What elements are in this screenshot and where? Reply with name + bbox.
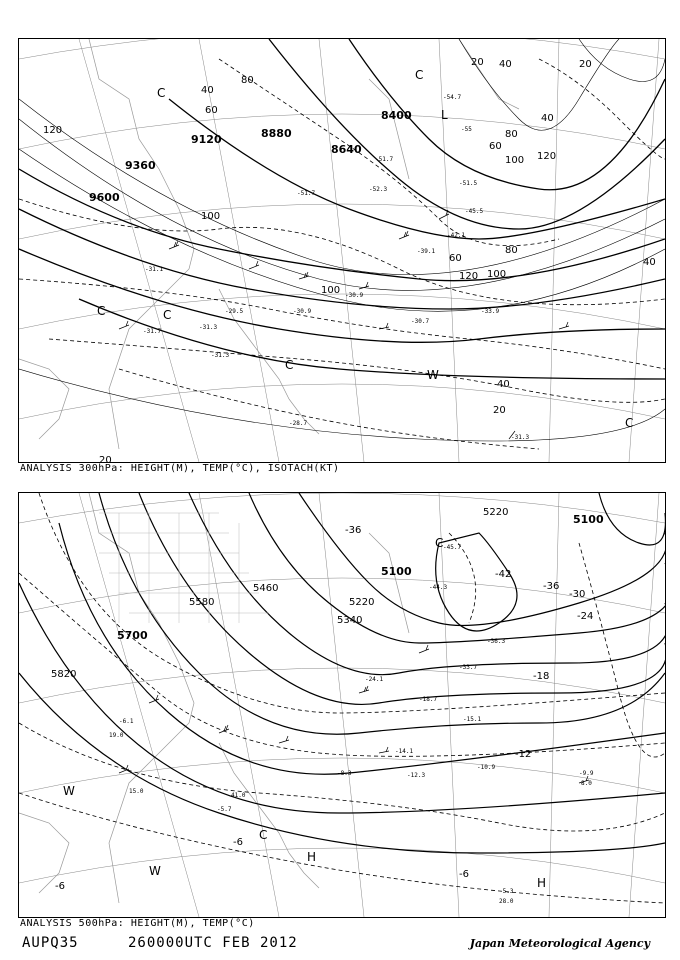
temp-value: -52.3 [369, 186, 388, 193]
station-value: -12.3 [407, 772, 426, 779]
station-value: -18.7 [419, 696, 438, 703]
map-500hpa-svg [19, 493, 665, 917]
station-value: -45.7 [443, 544, 462, 551]
height-label: 5220 [349, 597, 375, 608]
isotach-label: 80 [505, 129, 518, 140]
isotach-label: 40 [499, 59, 512, 70]
isotach-label: 60 [449, 253, 462, 264]
cold-center-symbol: C [157, 86, 166, 100]
isotach-label: 100 [321, 285, 341, 296]
height-label: 5460 [253, 583, 279, 594]
isotach-label: 20 [493, 405, 506, 416]
temp-value: -31.1 [145, 266, 164, 273]
isotach-label: 40 [497, 379, 510, 390]
isotach-label: 20 [471, 57, 484, 68]
warm-center-symbol: W [63, 784, 75, 798]
cold-center-symbol: C [259, 828, 268, 842]
agency-name: Japan Meteorological Agency [469, 937, 650, 950]
height-label: 5700 [117, 629, 148, 642]
isotach-label: 40 [643, 257, 656, 268]
warm-center-symbol: W [149, 864, 161, 878]
height-label: 8400 [381, 109, 412, 122]
isotherm-label: -6 [55, 881, 65, 892]
caption-500hpa: ANALYSIS 500hPa: HEIGHT(M), TEMP(°C) [20, 918, 255, 929]
temp-value: -31.3 [511, 434, 530, 441]
temp-value: -51.7 [297, 190, 316, 197]
caption-300hpa: ANALYSIS 300hPa: HEIGHT(M), TEMP(°C), ISOTACH(KT) [20, 463, 340, 474]
wind-barbs [119, 645, 589, 783]
isotherm-label: -36 [345, 525, 362, 536]
height-label: 5580 [189, 597, 215, 608]
height-label: 9600 [89, 191, 120, 204]
isotach-label: 80 [241, 75, 254, 86]
station-value: -15.1 [463, 716, 482, 723]
height-label: 9120 [191, 133, 222, 146]
temp-value: -31.3 [199, 324, 218, 331]
height-label: 8640 [331, 143, 362, 156]
isotach-contours [19, 39, 665, 441]
temp-value: -54.7 [443, 94, 462, 101]
temp-value: -51.5 [459, 180, 478, 187]
temp-value: -30.7 [411, 318, 430, 325]
height-label: 5220 [483, 507, 509, 518]
station-value: 41.0 [231, 792, 246, 799]
isotach-label: 120 [459, 271, 479, 282]
warm-center-symbol: W [427, 368, 439, 382]
isotach-label: 20 [99, 455, 112, 462]
temp-value: -55 [461, 126, 472, 133]
isotach-label: 120 [43, 125, 63, 136]
station-value: 28.0 [499, 898, 514, 905]
cold-center-symbol: C [625, 416, 634, 430]
graticule [19, 493, 665, 917]
station-value: -5.7 [217, 806, 232, 813]
high-center-symbol: H [537, 876, 547, 890]
station-value: -36.3 [487, 638, 506, 645]
isotherm-label: -12 [515, 749, 532, 760]
height-contours [19, 493, 665, 853]
cold-center-symbol: C [435, 536, 444, 550]
temp-value: -51.7 [375, 156, 394, 163]
temp-value: -42.1 [447, 232, 466, 239]
station-value: -9.9 [579, 770, 594, 777]
station-value: -5.3 [499, 888, 514, 895]
temp-value: -29.5 [225, 308, 244, 315]
isotach-label: 60 [489, 141, 502, 152]
cold-center-symbol: C [163, 308, 172, 322]
map-panel-500hpa [18, 492, 666, 918]
temp-value: -28.7 [289, 420, 308, 427]
map-300hpa-svg [19, 39, 665, 462]
isotherm-label: -24 [577, 611, 594, 622]
isotherms [19, 493, 665, 903]
temp-value: -39.1 [417, 248, 436, 255]
height-label: 5100 [573, 513, 604, 526]
isotherm-label: -6 [459, 869, 469, 880]
isotach-label: 100 [505, 155, 525, 166]
cold-center-symbol: C [415, 68, 424, 82]
isotach-label: 60 [205, 105, 218, 116]
height-label: 5340 [337, 615, 363, 626]
isotherm-label: -42 [495, 569, 512, 580]
isotach-label: 20 [579, 59, 592, 70]
isotach-label: 40 [541, 113, 554, 124]
isotach-label: 100 [201, 211, 221, 222]
hatched-area [99, 513, 269, 623]
valid-time: 260000UTC FEB 2012 [128, 935, 298, 951]
station-value: -10.9 [477, 764, 496, 771]
station-value: -44.3 [429, 584, 448, 591]
isotherm-label: -18 [533, 671, 550, 682]
station-value: -14.1 [395, 748, 414, 755]
isotherm-label: -30 [569, 589, 586, 600]
station-value: 8.0 [581, 780, 592, 787]
height-label: 5100 [381, 565, 412, 578]
station-value: -8.3 [337, 770, 352, 777]
cold-center-symbol: C [97, 304, 106, 318]
temp-value: -45.5 [465, 208, 484, 215]
height-label: 8880 [261, 127, 292, 140]
station-value: -33.7 [459, 664, 478, 671]
isotach-label: 120 [537, 151, 557, 162]
isotherm-label: -36 [543, 581, 560, 592]
cold-center-symbol: C [285, 358, 294, 372]
station-value: 15.0 [129, 788, 144, 795]
graticule [19, 39, 665, 462]
temp-value: -31.3 [211, 352, 230, 359]
height-label: 5820 [51, 669, 77, 680]
station-value: 19.0 [109, 732, 124, 739]
isotach-label: 40 [201, 85, 214, 96]
temp-value: -31.7 [143, 328, 162, 335]
temp-value: -33.9 [481, 308, 500, 315]
chart-code: AUPQ35 [22, 935, 79, 951]
low-center-symbol: L [441, 108, 448, 122]
station-value: -24.1 [365, 676, 384, 683]
high-center-symbol: H [307, 850, 317, 864]
isotherm-label: -6 [233, 837, 243, 848]
map-panel-300hpa [18, 38, 666, 463]
isotach-label: 100 [487, 269, 507, 280]
temp-value: -30.9 [345, 292, 364, 299]
isotach-label: 80 [505, 245, 518, 256]
height-label: 9360 [125, 159, 156, 172]
station-value: -6.1 [119, 718, 134, 725]
coastline [19, 493, 409, 903]
temp-value: -30.9 [293, 308, 312, 315]
